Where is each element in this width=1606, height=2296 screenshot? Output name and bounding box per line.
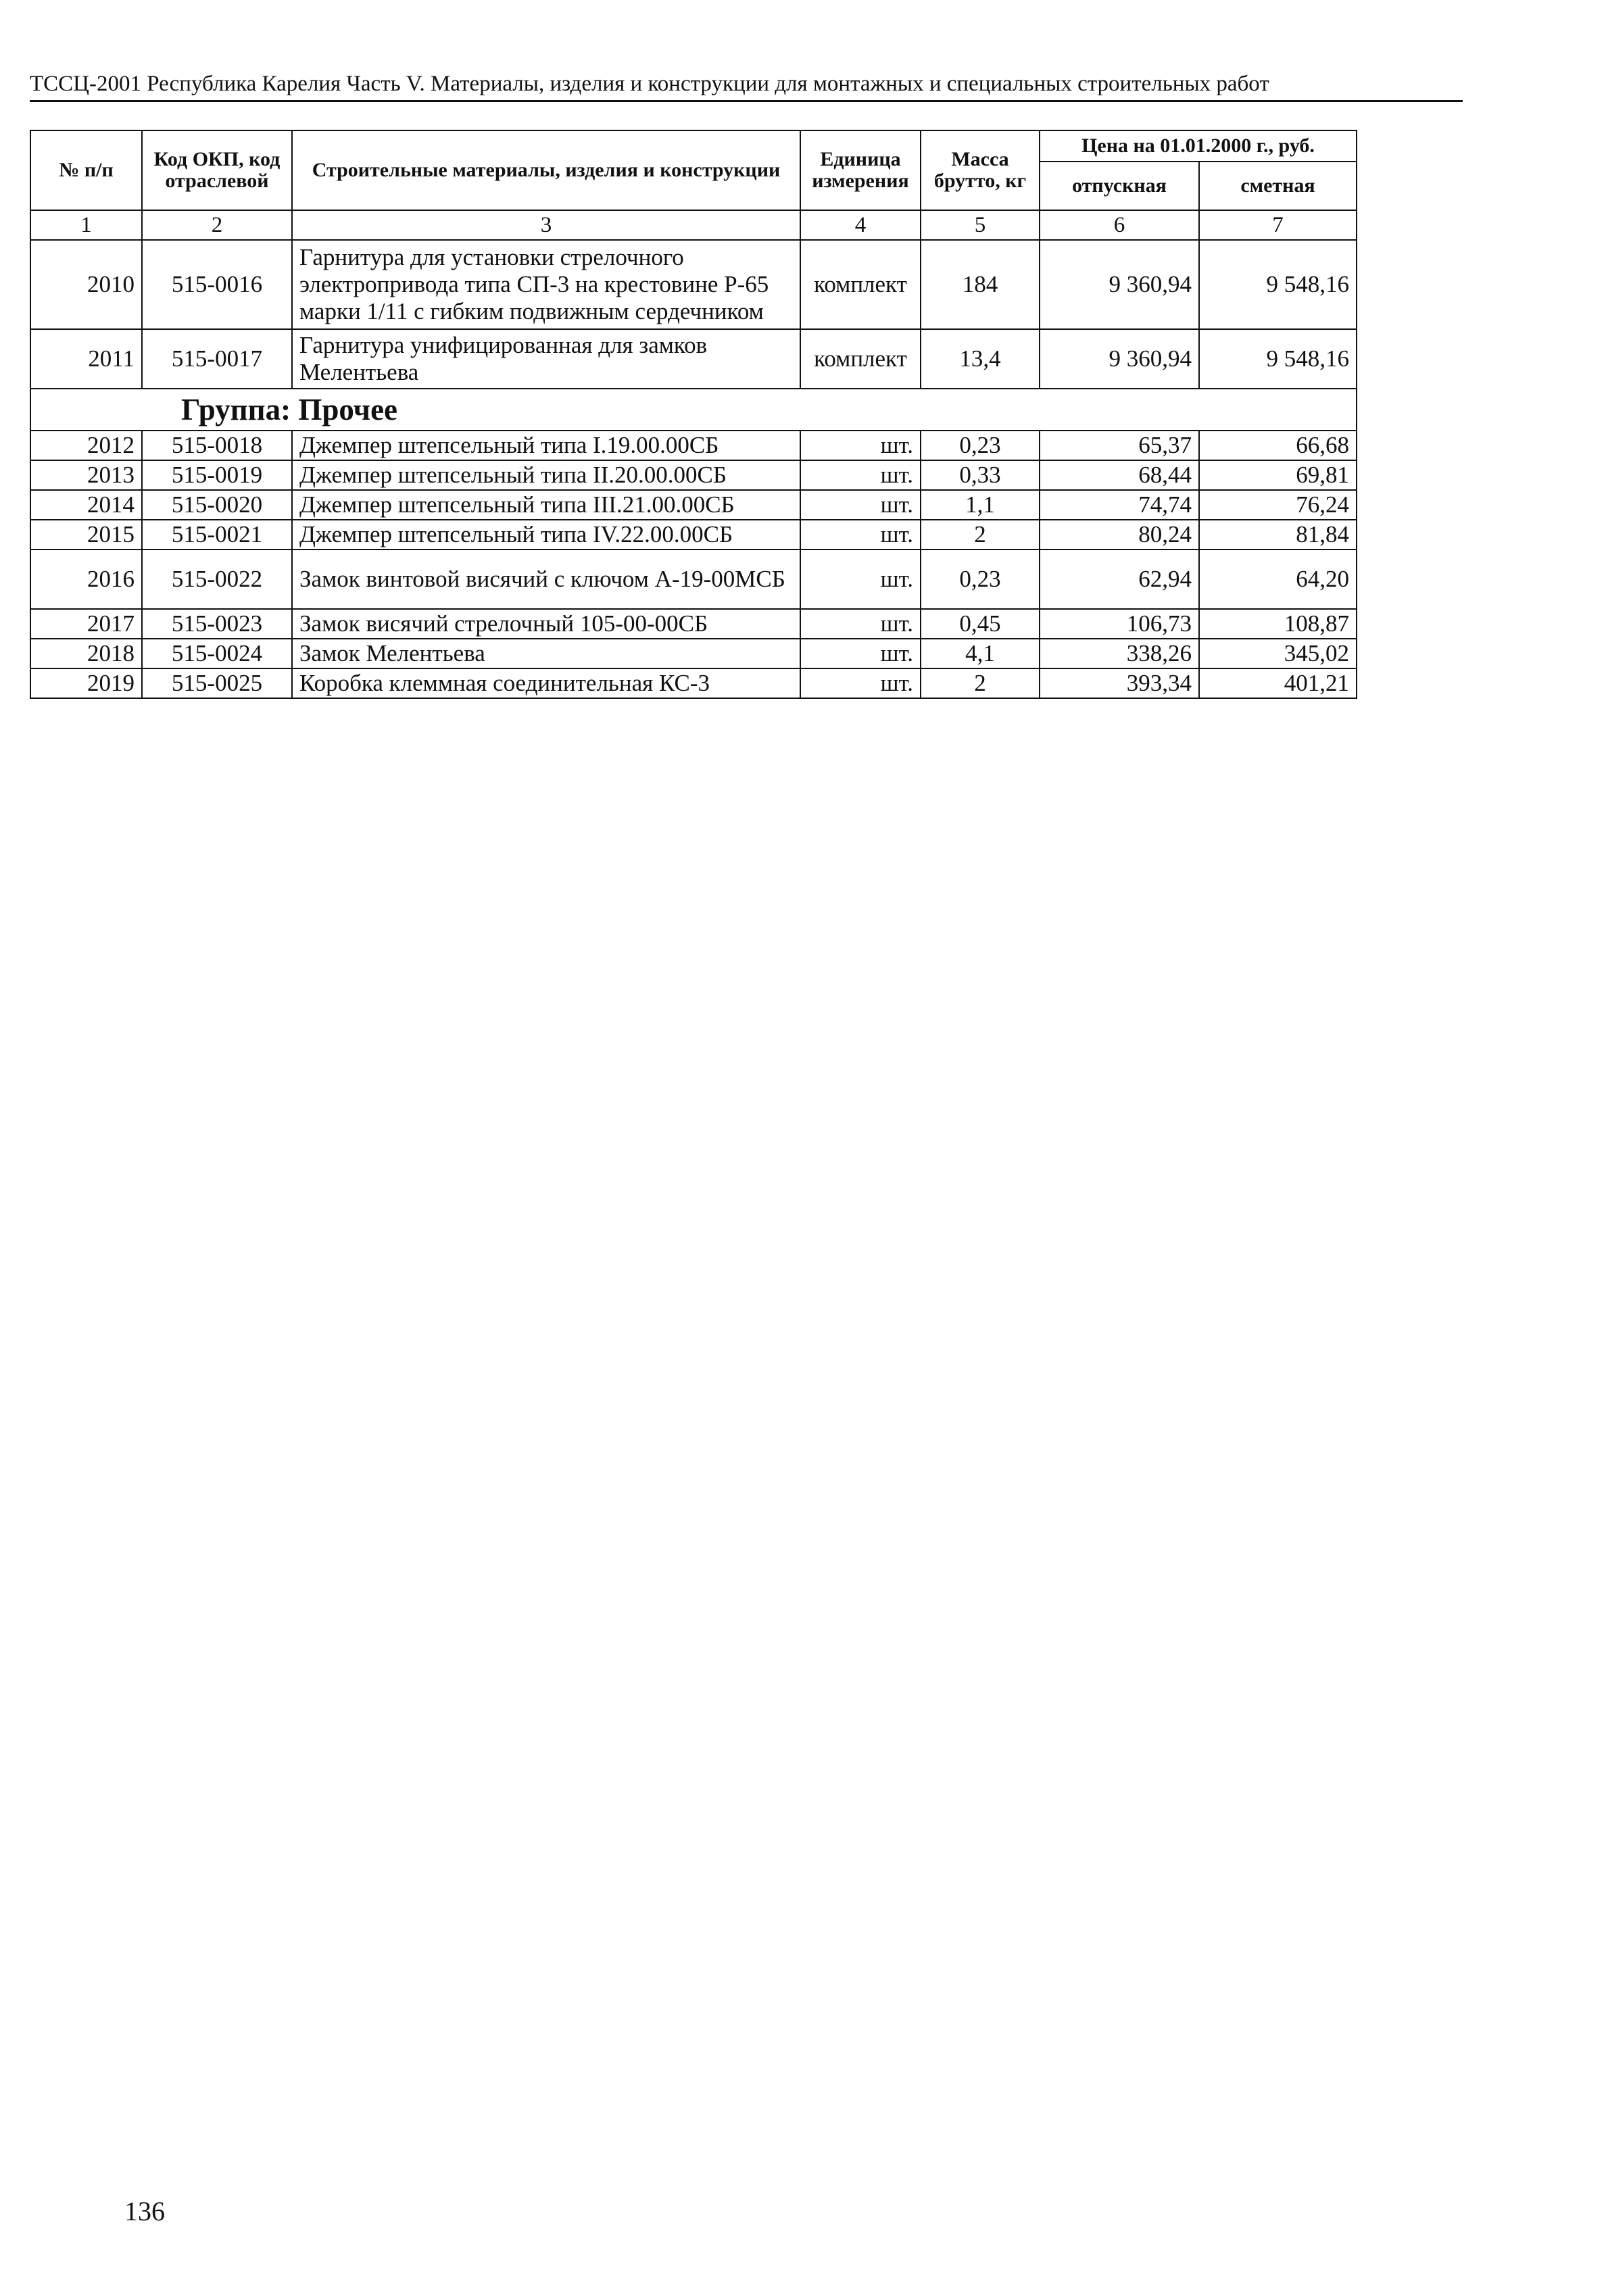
row-price-release: 62,94 xyxy=(1040,549,1199,609)
row-code: 515-0022 xyxy=(142,549,292,609)
row-num: 2016 xyxy=(30,549,142,609)
column-number: 2 xyxy=(142,210,292,240)
row-name: Джемпер штепсельный типа III.21.00.00СБ xyxy=(292,490,800,520)
row-price-release: 9 360,94 xyxy=(1040,329,1199,389)
header-price-release: отпускная xyxy=(1040,162,1199,210)
row-price-estimate: 108,87 xyxy=(1199,609,1357,639)
row-num: 2011 xyxy=(30,329,142,389)
column-number: 1 xyxy=(30,210,142,240)
row-unit: шт. xyxy=(800,460,921,490)
row-unit: шт. xyxy=(800,431,921,460)
table-row xyxy=(30,520,1357,549)
row-num: 2013 xyxy=(30,460,142,490)
row-price-release: 80,24 xyxy=(1040,520,1199,549)
row-price-estimate: 69,81 xyxy=(1199,460,1357,490)
table-row xyxy=(30,609,1357,639)
row-code: 515-0019 xyxy=(142,460,292,490)
row-price-estimate: 81,84 xyxy=(1199,520,1357,549)
row-price-release: 65,37 xyxy=(1040,431,1199,460)
row-num: 2015 xyxy=(30,520,142,549)
row-unit: шт. xyxy=(800,609,921,639)
header-num: № п/п xyxy=(30,130,142,210)
group-row xyxy=(30,389,1357,431)
price-table xyxy=(30,130,1357,699)
row-code: 515-0020 xyxy=(142,490,292,520)
table-row xyxy=(30,329,1357,389)
row-price-estimate: 76,24 xyxy=(1199,490,1357,520)
row-price-estimate: 64,20 xyxy=(1199,549,1357,609)
column-number: 7 xyxy=(1199,210,1357,240)
row-mass: 0,45 xyxy=(921,609,1040,639)
column-number: 5 xyxy=(921,210,1040,240)
header-unit: Единица измерения xyxy=(800,130,921,210)
row-mass: 0,33 xyxy=(921,460,1040,490)
row-num: 2018 xyxy=(30,639,142,668)
row-num: 2010 xyxy=(30,240,142,329)
row-num: 2014 xyxy=(30,490,142,520)
row-name: Замок Мелентьева xyxy=(292,639,800,668)
row-unit: шт. xyxy=(800,668,921,698)
header-price-estimate: сметная xyxy=(1199,162,1357,210)
row-name: Коробка клеммная соединительная КС-3 xyxy=(292,668,800,698)
row-code: 515-0017 xyxy=(142,329,292,389)
row-unit: шт. xyxy=(800,639,921,668)
row-mass: 1,1 xyxy=(921,490,1040,520)
row-unit: комплект xyxy=(800,240,921,329)
row-mass: 2 xyxy=(921,520,1040,549)
row-price-estimate: 345,02 xyxy=(1199,639,1357,668)
row-price-estimate: 66,68 xyxy=(1199,431,1357,460)
table-row xyxy=(30,460,1357,490)
row-code: 515-0024 xyxy=(142,639,292,668)
row-name: Гарнитура унифицированная для замков Мелентьева xyxy=(292,329,800,389)
row-mass: 13,4 xyxy=(921,329,1040,389)
table-row xyxy=(30,639,1357,668)
row-name: Замок винтовой висячий с ключом А-19-00МСБ xyxy=(292,549,800,609)
row-price-release: 9 360,94 xyxy=(1040,240,1199,329)
row-name: Гарнитура для установки стрелочного электропривода типа СП-3 на крестовине Р-65 марки 1/11 с гибким подвижным сердечником xyxy=(292,240,800,329)
row-mass: 0,23 xyxy=(921,431,1040,460)
row-code: 515-0023 xyxy=(142,609,292,639)
row-price-release: 393,34 xyxy=(1040,668,1199,698)
row-code: 515-0016 xyxy=(142,240,292,329)
row-mass: 4,1 xyxy=(921,639,1040,668)
table-row xyxy=(30,549,1357,609)
row-mass: 0,23 xyxy=(921,549,1040,609)
header-code: Код ОКП, код отраслевой xyxy=(142,130,292,210)
row-name: Джемпер штепсельный типа II.20.00.00СБ xyxy=(292,460,800,490)
group-title: Группа: Прочее xyxy=(30,389,1357,431)
column-number-row xyxy=(30,210,1357,240)
table-row xyxy=(30,240,1357,329)
table-row xyxy=(30,490,1357,520)
row-mass: 2 xyxy=(921,668,1040,698)
row-unit: шт. xyxy=(800,549,921,609)
column-number: 4 xyxy=(800,210,921,240)
header-name: Строительные материалы, изделия и конструкции xyxy=(292,130,800,210)
row-name: Джемпер штепсельный типа IV.22.00.00СБ xyxy=(292,520,800,549)
table-row xyxy=(30,431,1357,460)
row-price-release: 106,73 xyxy=(1040,609,1199,639)
row-num: 2019 xyxy=(30,668,142,698)
row-unit: шт. xyxy=(800,520,921,549)
row-price-release: 68,44 xyxy=(1040,460,1199,490)
row-unit: шт. xyxy=(800,490,921,520)
row-price-release: 338,26 xyxy=(1040,639,1199,668)
row-num: 2017 xyxy=(30,609,142,639)
row-code: 515-0021 xyxy=(142,520,292,549)
row-code: 515-0018 xyxy=(142,431,292,460)
row-name: Замок висячий стрелочный 105-00-00СБ xyxy=(292,609,800,639)
row-mass: 184 xyxy=(921,240,1040,329)
table-row xyxy=(30,668,1357,698)
row-name: Джемпер штепсельный типа I.19.00.00СБ xyxy=(292,431,800,460)
running-header: ТССЦ-2001 Республика Карелия Часть V. Материалы, изделия и конструкции для монтажных и специальных строительных работ xyxy=(30,72,1269,96)
row-num: 2012 xyxy=(30,431,142,460)
column-number: 3 xyxy=(292,210,800,240)
row-code: 515-0025 xyxy=(142,668,292,698)
header-price-group: Цена на 01.01.2000 г., руб. xyxy=(1040,130,1357,162)
row-price-estimate: 9 548,16 xyxy=(1199,240,1357,329)
page-number: 136 xyxy=(124,2196,165,2226)
row-price-estimate: 401,21 xyxy=(1199,668,1357,698)
column-number: 6 xyxy=(1040,210,1199,240)
table-header-row xyxy=(30,130,1357,162)
header-mass: Масса брутто, кг xyxy=(921,130,1040,210)
row-price-estimate: 9 548,16 xyxy=(1199,329,1357,389)
row-price-release: 74,74 xyxy=(1040,490,1199,520)
row-unit: комплект xyxy=(800,329,921,389)
header-rule xyxy=(30,100,1463,102)
